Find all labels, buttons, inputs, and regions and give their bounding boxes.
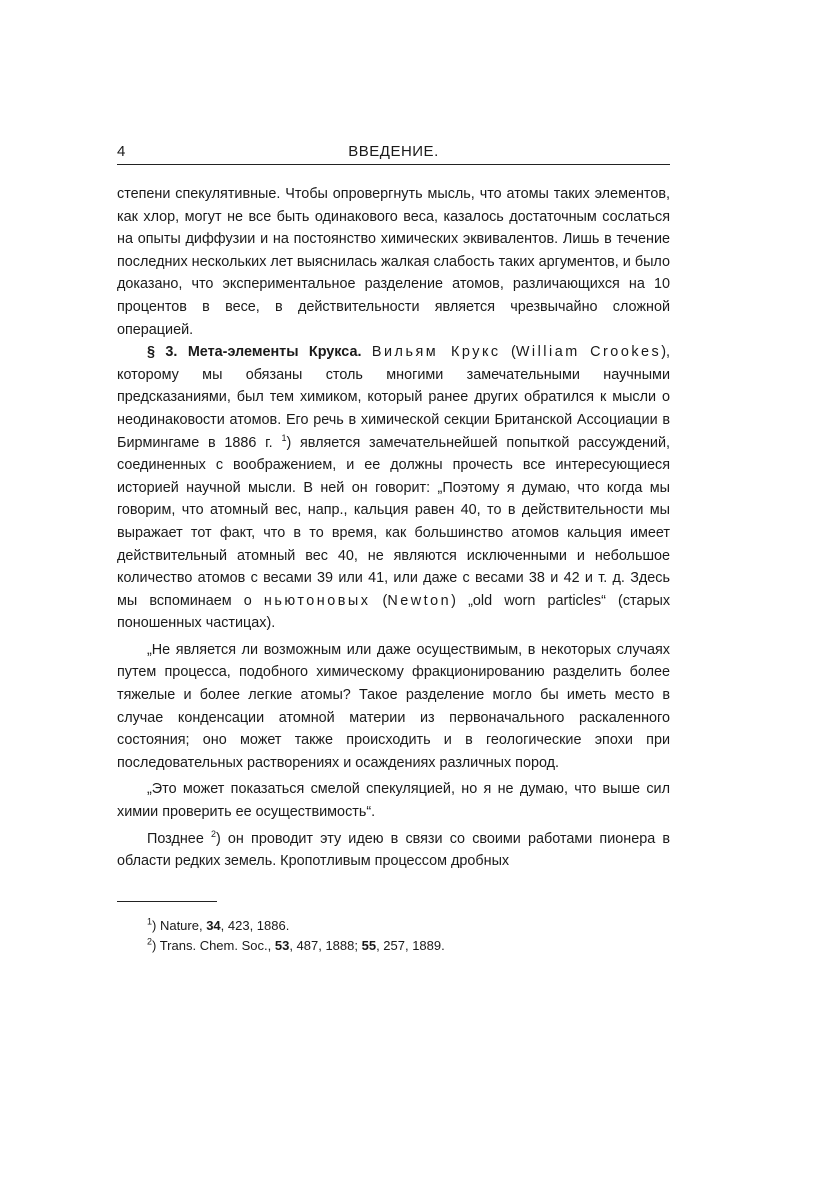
newton-ru: ньютоновых: [263, 592, 371, 609]
section-text-b: ) является замечательнейшей попыткой рассуждений, соединенных с воображением, и ее должны прочесть все интересующиеся историей научной мысли. В ней он говорит: „Поэтому я думаю, что когда мы говорим, что атомный вес, напр., кальция равен 40, то в действительности мы выражает тот факт, что в то время, как большинство атомов кальция имеет действительный атомный вес 40, не являются исключенными и небольшое количество атомов с весами 39 или 41, или даже с весами 38 и 42 и т. д. Здесь мы вспоминаем: [117, 434, 671, 609]
newton-en: Newton: [387, 592, 452, 609]
footnote-volume: 55: [361, 937, 377, 953]
section-heading: § 3. Мета-элементы Крукса.: [147, 344, 362, 361]
footnote-text: , 257, 1889.: [376, 937, 445, 953]
footnote-text: , 487, 1888;: [289, 937, 362, 953]
footnote-text: ) Nature,: [152, 917, 207, 933]
section-paragraph: § 3. Мета-элементы Крукса. Вильям Крукс (William Crookes), которому мы обязаны столь многими замечательными научными предсказаниями, был тем химиком, который ранее других обратился к мысли о неодинаковости атомов. Его речь в химической секции Британской Ассоциации в Бирмингаме в 1886 г. $^1$) является замечательнейшей попыткой рассуждений, соединенных с воображением, и ее должны прочесть все интересующиеся историей научной мысли. В ней он говорит: „Поэтому я думаю, что когда мы говорим, что атомный вес, напр., кальция равен 40, то в действительности мы выражает тот факт, что в то время, как большинство атомов кальция имеет действительный атомный вес 40, не являются исключенными и небольшое количество атомов с весами 39 или 41, или даже с весами 38 и 42 и т. д. Здесь мы вспоминаем о ньютоновых (Newton) „old worn particles“ (старых поношенных частицах).: [117, 344, 671, 632]
footnote-volume: 53: [274, 937, 290, 953]
paragraph: степени спекулятивные. Чтобы опровергнуть мысль, что атомы таких элементов, как хлор, могут не все быть одинакового веса, казалось достаточным сослаться на опыты диффузии и на постоянство химических эквивалентов. Лишь в течение последних нескольких лет выяснилась жалкая слабость таких аргументов, и было доказано, что экспериментальное разделение атомов, различающихся на 10 процентов в весе, в действительности является чрезвычайно сложной операцией.: [117, 186, 670, 338]
footnote-divider: [117, 901, 217, 902]
paragraph-rest: ) он проводит эту идею в связи со своими работами пионера в области редких земель. Кропотливым процессом дробных: [117, 830, 671, 870]
footnote-volume: 34: [206, 917, 221, 933]
paragraph: [117, 828, 670, 873]
paragraph-start: Позднее: [147, 830, 204, 847]
chapter-title: ВВЕДЕНИЕ.: [348, 143, 439, 160]
footnote-text: , 423, 1886.: [220, 917, 290, 933]
quote-paragraph: „Не является ли возможным или даже осуществимым, в некоторых случаях путем процесса, подобного химическому фракционированию разделить более тяжелые и более легкие атомы? Такое разделение могло бы иметь место в случае конденсации атомной материи из первоначального раскаленного состояния; оно может также происходить и в геологические эпохи при последовательных растворениях и осаждениях различных пород.: [117, 641, 670, 771]
section-text-c: ) „old worn particles“ (старых поношенных частицах).: [117, 592, 671, 632]
quote-paragraph: „Это может показаться смелой спекуляцией, но я не думаю, что выше сил химии проверить ее осуществимость“.: [117, 781, 670, 821]
footnote: [147, 936, 670, 956]
running-header: [117, 140, 670, 165]
footnote-mark: 2: [147, 936, 153, 947]
author-name-en-2: Crookes: [590, 344, 662, 361]
page-number: 4: [117, 143, 126, 160]
author-name-en-1: William: [515, 344, 580, 361]
footnote-text: ) Trans. Chem. Soc.,: [152, 937, 275, 953]
footnote-ref: 1: [281, 432, 287, 443]
body-text: [117, 183, 670, 873]
author-name-ru: Вильям Крукс: [371, 344, 501, 361]
footnote: [147, 916, 670, 936]
footnote-mark: 1: [147, 916, 153, 927]
book-page: [117, 140, 670, 956]
section-text-a: ), которому мы обязаны столь многими замечательными научными предсказаниями, был тем химиком, который ранее других обратился к мысли о неодинаковости атомов. Его речь в химической секции Британской Ассоциации в Бирмингаме в 1886 г.: [117, 344, 671, 451]
footnotes: [117, 916, 670, 956]
footnote-ref: 2: [210, 828, 216, 839]
